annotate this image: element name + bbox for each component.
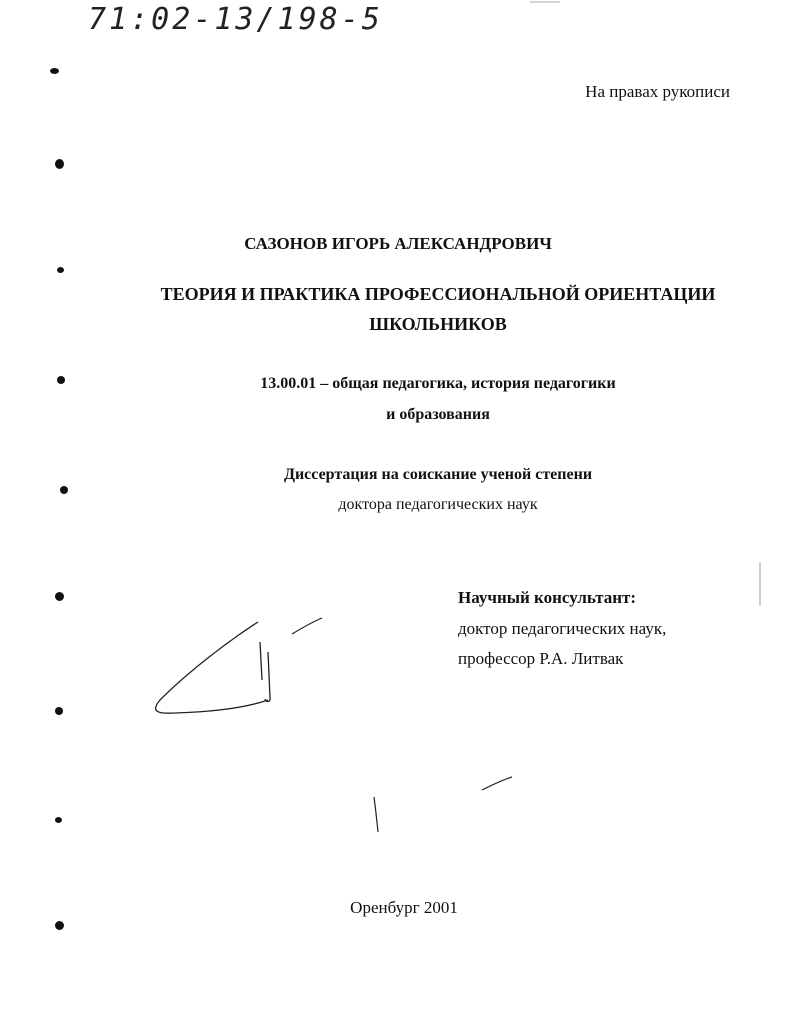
author-name: САЗОНОВ ИГОРЬ АЛЕКСАНДРОВИЧ bbox=[244, 234, 552, 253]
consultant-degree: доктор педагогических наук, bbox=[458, 619, 667, 638]
specialty-line-2: и образования bbox=[386, 406, 490, 423]
dissertation-line-1: Диссертация на соискание ученой степени bbox=[283, 466, 593, 483]
consultant-name: профессор Р.А. Литвак bbox=[458, 649, 624, 668]
title-line-2: ШКОЛЬНИКОВ bbox=[369, 314, 507, 334]
specialty-line-1: 13.00.01 – общая педагогика, история педагогики bbox=[260, 375, 616, 392]
dissertation-line-2: доктора педагогических наук bbox=[338, 496, 538, 513]
city-year: Оренбург 2001 bbox=[350, 898, 458, 917]
archive-number: 71:02-13/198-5 bbox=[88, 2, 383, 37]
manuscript-rights-note: На правах рукописи bbox=[585, 82, 730, 101]
title-line-1: ТЕОРИЯ И ПРАКТИКА ПРОФЕССИОНАЛЬНОЙ ОРИЕНТАЦИИ bbox=[160, 284, 716, 304]
consultant-heading: Научный консультант: bbox=[458, 588, 637, 607]
